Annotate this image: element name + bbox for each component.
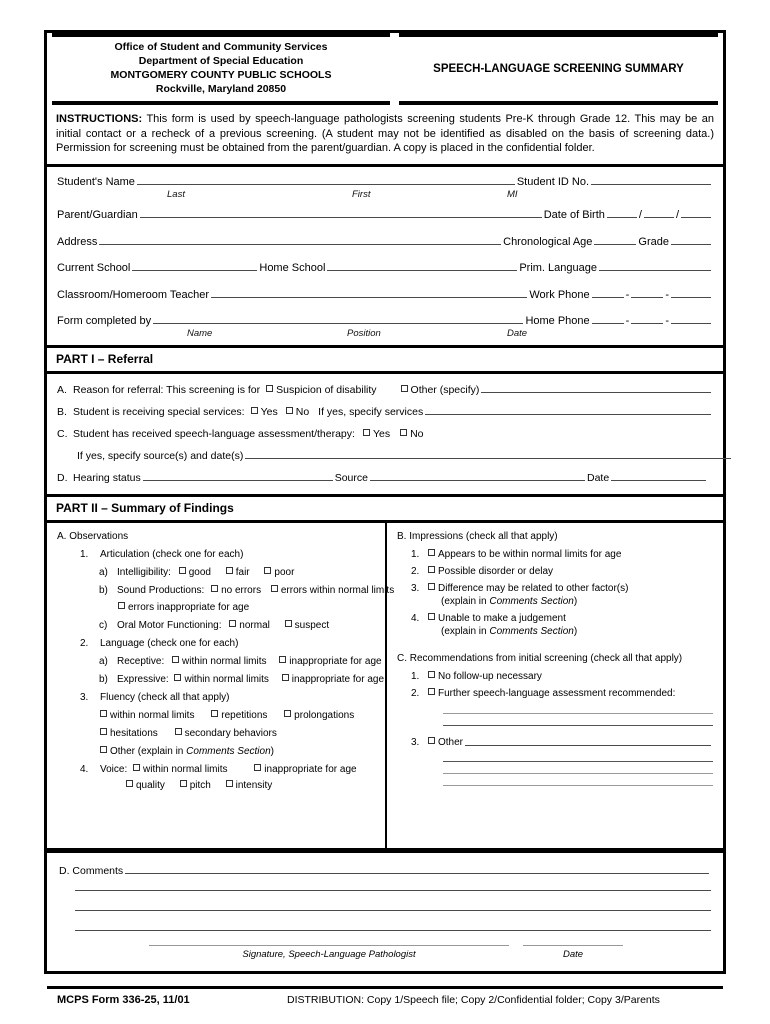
impression-item-3 <box>397 583 713 594</box>
part1-c-yes-label: Yes <box>372 427 391 440</box>
org-line-2: Department of Special Education <box>138 55 304 68</box>
impressions-label: B. Impressions (check all that apply) <box>397 531 558 543</box>
work-phone-label: Work Phone <box>529 288 590 301</box>
part1-item-c-sub <box>57 450 733 462</box>
checkbox-referral-other[interactable] <box>401 385 408 392</box>
observations-label: A. Observations <box>57 531 129 543</box>
signature-date-input[interactable] <box>523 945 623 946</box>
sound-no-errors-label: no errors <box>221 585 262 597</box>
form-page <box>44 30 726 1007</box>
expressive-row <box>57 674 385 686</box>
part1-item-c <box>57 428 713 440</box>
sublabel-first: First <box>352 189 371 201</box>
part1-item-a <box>57 383 713 395</box>
recommendation-2-num: 2. <box>411 688 420 700</box>
work-phone-dash-1: - <box>625 288 630 301</box>
receptive-row <box>57 656 382 668</box>
checkbox-impression-unable-to-judge[interactable] <box>428 613 435 620</box>
voice-quality-label: quality <box>136 780 165 792</box>
checkbox-sound-errors-inappropriate-for-age[interactable] <box>118 602 125 609</box>
impression-1-label: Appears to be within normal limits for age <box>438 549 622 561</box>
recommendation-3-label: Other <box>438 737 464 749</box>
impression-3-sub-a: (explain in <box>441 596 490 608</box>
signature-labels <box>59 949 711 960</box>
checkbox-recommendation-other[interactable] <box>428 737 435 744</box>
sound-productions-row <box>57 585 395 597</box>
articulation-num: 1. <box>80 549 89 561</box>
receptive-inappropriate-label: inappropriate for age <box>289 656 382 668</box>
comments-input-line-1[interactable] <box>125 865 709 874</box>
receptive-num: a) <box>99 656 108 668</box>
home-school-input[interactable] <box>327 262 517 272</box>
fluency-heading <box>57 692 377 703</box>
intelligibility-fair-label: fair <box>235 567 250 579</box>
home-phone-line-input[interactable] <box>671 315 711 325</box>
checkbox-intelligibility-good[interactable] <box>179 567 186 574</box>
parent-guardian-input[interactable] <box>140 208 542 218</box>
recommendation-1-num: 1. <box>411 671 420 683</box>
fluency-row-3 <box>57 746 377 757</box>
signature-date-caption: Date <box>562 949 584 961</box>
part1-item-d <box>57 472 713 484</box>
header-gap <box>390 33 399 105</box>
fluency-num: 3. <box>80 692 89 704</box>
recommendation-item-3 <box>397 737 713 748</box>
checkbox-voice-intensity[interactable] <box>226 780 233 787</box>
row-parent-guardian <box>57 208 713 221</box>
student-id-label: Student ID No. <box>516 176 589 189</box>
sound-errors-wnl-label: errors within normal limits <box>280 585 395 597</box>
completed-by-sublabels <box>57 328 713 339</box>
referral-other-input[interactable] <box>481 383 711 392</box>
fluency-other-close: ) <box>270 746 274 758</box>
dob-year-input[interactable] <box>681 208 711 218</box>
articulation-text: Articulation (check one for each) <box>100 549 244 561</box>
part1-c-sub-label: If yes, specify source(s) and date(s) <box>77 449 244 462</box>
hearing-date-input[interactable] <box>611 472 706 481</box>
recommendation-2-line-1[interactable] <box>443 713 713 714</box>
voice-intensity-label: intensity <box>235 780 273 792</box>
intelligibility-num: a) <box>99 567 108 579</box>
comments-input-line-3[interactable] <box>75 910 711 911</box>
checkbox-voice-inappropriate-for-age[interactable] <box>254 764 261 771</box>
checkbox-impression-within-normal-limits[interactable] <box>428 549 435 556</box>
recommendation-2-label: Further speech-language assessment recommended: <box>438 688 676 700</box>
checkbox-fluency-hesitations[interactable] <box>100 728 107 735</box>
voice-wnl-label: within normal limits <box>143 764 228 776</box>
impression-3-comments-ref: Comments Section <box>489 596 574 608</box>
voice-heading <box>57 764 377 775</box>
org-line-3: MONTGOMERY COUNTY PUBLIC SCHOOLS <box>110 69 332 81</box>
part1-b-tail-label: If yes, specify services <box>318 405 424 418</box>
impression-2-label: Possible disorder or delay <box>438 566 554 578</box>
fluency-row-2 <box>57 728 377 739</box>
part1-d-source-label: Source <box>334 472 368 485</box>
date-of-birth-label: Date of Birth <box>543 209 605 222</box>
sound-productions-label: Sound Productions: <box>117 585 205 597</box>
checkbox-expressive-inappropriate-for-age[interactable] <box>282 674 289 681</box>
form-title-block <box>399 33 718 105</box>
dob-day-input[interactable] <box>644 208 674 218</box>
org-line-4: Rockville, Maryland 20850 <box>155 82 287 95</box>
form-header <box>47 33 723 105</box>
fluency-row-1 <box>57 710 377 721</box>
organization-block <box>52 33 390 105</box>
intelligibility-row <box>57 567 377 578</box>
classroom-teacher-input[interactable] <box>211 288 527 298</box>
checkbox-oral-motor-suspect[interactable] <box>285 620 292 627</box>
comments-row <box>59 865 711 877</box>
sublabel-date: Date <box>507 328 528 340</box>
sublabel-mi: MI <box>507 189 518 201</box>
work-phone-dash-2: - <box>665 288 669 301</box>
distribution-text: DISTRIBUTION: Copy 1/Speech file; Copy 2/Confidential folder; Copy 3/Parents <box>287 994 660 1007</box>
impression-3-num: 3. <box>411 583 420 595</box>
form-title: SPEECH-LANGUAGE SCREENING SUMMARY <box>433 63 684 75</box>
student-id-input[interactable] <box>591 176 711 186</box>
voice-label: Voice: <box>100 764 128 776</box>
instructions-block <box>47 105 723 167</box>
checkbox-no-follow-up-necessary[interactable] <box>428 671 435 678</box>
expressive-label: Expressive: <box>117 674 169 686</box>
impression-1-num: 1. <box>411 549 420 561</box>
checkbox-prior-assessment-no[interactable] <box>400 429 407 436</box>
impressions-column <box>387 523 723 848</box>
row-schools <box>57 262 713 275</box>
checkbox-special-services-yes[interactable] <box>251 407 258 414</box>
impression-4-num: 4. <box>411 613 420 625</box>
recommendation-2-line-2[interactable] <box>443 725 713 726</box>
language-heading <box>57 638 377 649</box>
current-school-label: Current School <box>57 262 131 275</box>
checkbox-fluency-repetitions[interactable] <box>211 710 218 717</box>
comments-input-line-2[interactable] <box>75 890 711 891</box>
hearing-source-input[interactable] <box>370 472 585 481</box>
part1-b-num: B. <box>57 405 67 418</box>
checkbox-receptive-inappropriate-for-age[interactable] <box>279 656 286 663</box>
checkbox-prior-assessment-yes[interactable] <box>363 429 370 436</box>
part1-b-no-label: No <box>295 405 310 418</box>
checkbox-fluency-within-normal-limits[interactable] <box>100 710 107 717</box>
home-phone-dash-1: - <box>625 315 630 328</box>
part1-header <box>47 348 723 374</box>
signature-caption: Signature, Speech-Language Pathologist <box>242 949 416 961</box>
fluency-other-comments-ref: Comments Section <box>186 746 271 758</box>
checkbox-impression-possible-disorder[interactable] <box>428 566 435 573</box>
instructions-text: This form is used by speech-language pathologists screening students Pre-K through Grade 12. This may be an initial contact or a recheck of a previous screening. (A student may not be identified as disabled on the basis of screening data.) Permission for screening must be obtained from the parent/guardian. A copy is placed in the confidential folder. <box>56 113 714 155</box>
prior-source-dates-input[interactable] <box>245 450 731 459</box>
home-phone-label: Home Phone <box>525 315 590 328</box>
recommendation-item-2 <box>397 688 713 699</box>
students-name-label: Student's Name <box>57 176 135 189</box>
part2-header <box>47 497 723 523</box>
expressive-wnl-label: within normal limits <box>184 674 269 686</box>
part1-body <box>47 374 723 497</box>
fluency-prolongations-label: prolongations <box>294 710 355 722</box>
checkbox-intelligibility-poor[interactable] <box>264 567 271 574</box>
oral-motor-row <box>57 620 377 631</box>
name-sublabels <box>57 189 713 200</box>
impression-4-comments-ref: Comments Section <box>489 626 574 638</box>
home-phone-area-input[interactable] <box>592 315 624 325</box>
impressions-recommendations-spacer <box>397 643 713 653</box>
home-school-label: Home School <box>259 262 326 275</box>
part1-a-text: Reason for referral: This screening is for <box>73 383 261 396</box>
impression-4-sub-a: (explain in <box>441 626 490 638</box>
intelligibility-label: Intelligibility: <box>117 567 171 579</box>
chronological-age-label: Chronological Age <box>503 235 593 248</box>
sublabel-last: Last <box>167 189 185 201</box>
recommendation-3-num: 3. <box>411 737 420 749</box>
impression-2-num: 2. <box>411 566 420 578</box>
observations-column <box>47 523 395 848</box>
part1-b-text: Student is receiving special services: <box>73 405 245 418</box>
checkbox-suspicion-of-disability[interactable] <box>266 385 273 392</box>
current-school-input[interactable] <box>132 262 257 272</box>
form-footer <box>47 989 723 1010</box>
recommendation-item-1 <box>397 671 713 682</box>
sound-productions-num: b) <box>99 585 108 597</box>
form-completed-by-label: Form completed by <box>57 315 152 328</box>
checkbox-intelligibility-fair[interactable] <box>226 567 233 574</box>
part1-title: PART I – Referral <box>56 352 154 367</box>
signature-row <box>59 945 711 946</box>
impression-4-sub <box>397 626 713 637</box>
fluency-text: Fluency (check all that apply) <box>100 692 230 704</box>
part1-item-b <box>57 406 713 418</box>
receptive-wnl-label: within normal limits <box>182 656 267 668</box>
recommendation-3-line-1[interactable] <box>443 761 713 762</box>
work-phone-prefix-input[interactable] <box>631 288 663 298</box>
voice-inappropriate-label: inappropriate for age <box>264 764 357 776</box>
work-phone-area-input[interactable] <box>592 288 624 298</box>
row-teacher <box>57 288 713 301</box>
form-number: MCPS Form 336-25, 11/01 <box>57 994 190 1007</box>
fluency-secondary-label: secondary behaviors <box>184 728 277 740</box>
impression-item-1 <box>397 549 713 560</box>
chronological-age-input[interactable] <box>594 235 636 245</box>
expressive-num: b) <box>99 674 108 686</box>
oral-motor-normal-label: normal <box>239 620 270 632</box>
row-student-name <box>57 176 713 189</box>
impression-item-4 <box>397 613 713 624</box>
voice-subrow <box>57 780 377 791</box>
fluency-other-label: Other (explain in <box>110 746 187 758</box>
checkbox-receptive-within-normal-limits[interactable] <box>172 656 179 663</box>
oral-motor-suspect-label: suspect <box>294 620 330 632</box>
parent-guardian-label: Parent/Guardian <box>57 209 138 222</box>
checkbox-special-services-no[interactable] <box>286 407 293 414</box>
part1-c-text: Student has received speech-language assessment/therapy: <box>73 427 355 440</box>
part1-d-date-label: Date <box>586 472 610 485</box>
part2-title: PART II – Summary of Findings <box>56 501 234 516</box>
signature-input[interactable] <box>149 945 509 946</box>
part1-a-num: A. <box>57 383 67 396</box>
form-completed-by-input[interactable] <box>153 315 523 325</box>
home-phone-prefix-input[interactable] <box>631 315 663 325</box>
part2-body <box>47 523 723 853</box>
org-line-1: Office of Student and Community Services <box>114 41 328 54</box>
prim-language-input[interactable] <box>599 262 711 272</box>
comments-label: D. Comments <box>59 865 124 878</box>
checkbox-sound-errors-within-normal-limits[interactable] <box>271 585 278 592</box>
voice-pitch-label: pitch <box>189 780 211 792</box>
hearing-status-input[interactable] <box>143 472 333 481</box>
comments-section <box>47 853 723 989</box>
recommendation-1-label: No follow-up necessary <box>438 671 542 683</box>
fluency-wnl-label: within normal limits <box>110 710 195 722</box>
instructions-label: INSTRUCTIONS: <box>56 113 143 125</box>
voice-num: 4. <box>80 764 89 776</box>
recommendation-3-line-2[interactable] <box>443 773 713 774</box>
dob-slash-1: / <box>638 209 642 222</box>
fluency-hesitations-label: hesitations <box>110 728 158 740</box>
oral-motor-num: c) <box>99 620 108 632</box>
checkbox-fluency-other[interactable] <box>100 746 107 753</box>
part1-c-num: C. <box>57 427 68 440</box>
checkbox-sound-no-errors[interactable] <box>211 585 218 592</box>
receptive-label: Receptive: <box>117 656 165 668</box>
checkbox-expressive-within-normal-limits[interactable] <box>174 674 181 681</box>
checkbox-voice-pitch[interactable] <box>180 780 187 787</box>
row-form-completed-by <box>57 315 713 328</box>
checkbox-voice-within-normal-limits[interactable] <box>133 764 140 771</box>
prim-language-label: Prim. Language <box>519 262 597 275</box>
intelligibility-poor-label: poor <box>274 567 295 579</box>
recommendation-other-input[interactable] <box>465 737 711 746</box>
part1-b-yes-label: Yes <box>260 405 278 418</box>
fluency-repetitions-label: repetitions <box>221 710 268 722</box>
impression-3-sub-c: ) <box>573 596 578 608</box>
student-info-section <box>47 167 723 348</box>
part1-d-text: Hearing status <box>73 472 141 485</box>
address-label: Address <box>57 235 98 248</box>
grade-label: Grade <box>638 235 669 248</box>
articulation-heading <box>57 549 377 560</box>
expressive-inappropriate-label: inappropriate for age <box>291 674 385 686</box>
recommendations-label: C. Recommendations from initial screening (check all that apply) <box>397 653 683 665</box>
checkbox-voice-quality[interactable] <box>126 780 133 787</box>
checkbox-oral-motor-normal[interactable] <box>229 620 236 627</box>
checkbox-impression-other-factors[interactable] <box>428 583 435 590</box>
recommendation-3-line-3[interactable] <box>443 785 713 786</box>
checkbox-fluency-prolongations[interactable] <box>284 710 291 717</box>
students-name-input[interactable] <box>137 176 515 186</box>
part1-a-opt1-label: Suspicion of disability <box>276 383 377 396</box>
grade-input[interactable] <box>671 235 711 245</box>
impression-item-2 <box>397 566 713 577</box>
impression-4-sub-c: ) <box>573 626 578 638</box>
address-input[interactable] <box>99 235 501 245</box>
impression-4-label: Unable to make a judgement <box>438 613 566 625</box>
row-address <box>57 235 713 248</box>
sound-errors-inappropriate-label: errors inappropriate for age <box>128 602 250 614</box>
home-phone-dash-2: - <box>665 315 669 328</box>
checkbox-fluency-secondary-behaviors[interactable] <box>175 728 182 735</box>
impression-3-label: Difference may be related to other factor(s) <box>438 583 629 595</box>
sublabel-name: Name <box>187 328 213 340</box>
work-phone-line-input[interactable] <box>671 288 711 298</box>
sublabel-position: Position <box>347 328 381 340</box>
part1-a-opt2-label: Other (specify) <box>410 383 480 396</box>
dob-slash-2: / <box>675 209 679 222</box>
impression-3-sub <box>397 596 713 607</box>
oral-motor-label: Oral Motor Functioning: <box>117 620 222 632</box>
intelligibility-good-label: good <box>188 567 211 579</box>
dob-month-input[interactable] <box>607 208 637 218</box>
language-num: 2. <box>80 638 89 650</box>
specify-services-input[interactable] <box>425 406 711 415</box>
language-text: Language (check one for each) <box>100 638 239 650</box>
checkbox-further-assessment-recommended[interactable] <box>428 688 435 695</box>
classroom-teacher-label: Classroom/Homeroom Teacher <box>57 288 210 301</box>
comments-input-line-4[interactable] <box>75 930 711 931</box>
part1-c-no-label: No <box>410 427 424 440</box>
part1-d-num: D. <box>57 472 68 485</box>
sound-errors-inappropriate-row <box>57 602 377 613</box>
